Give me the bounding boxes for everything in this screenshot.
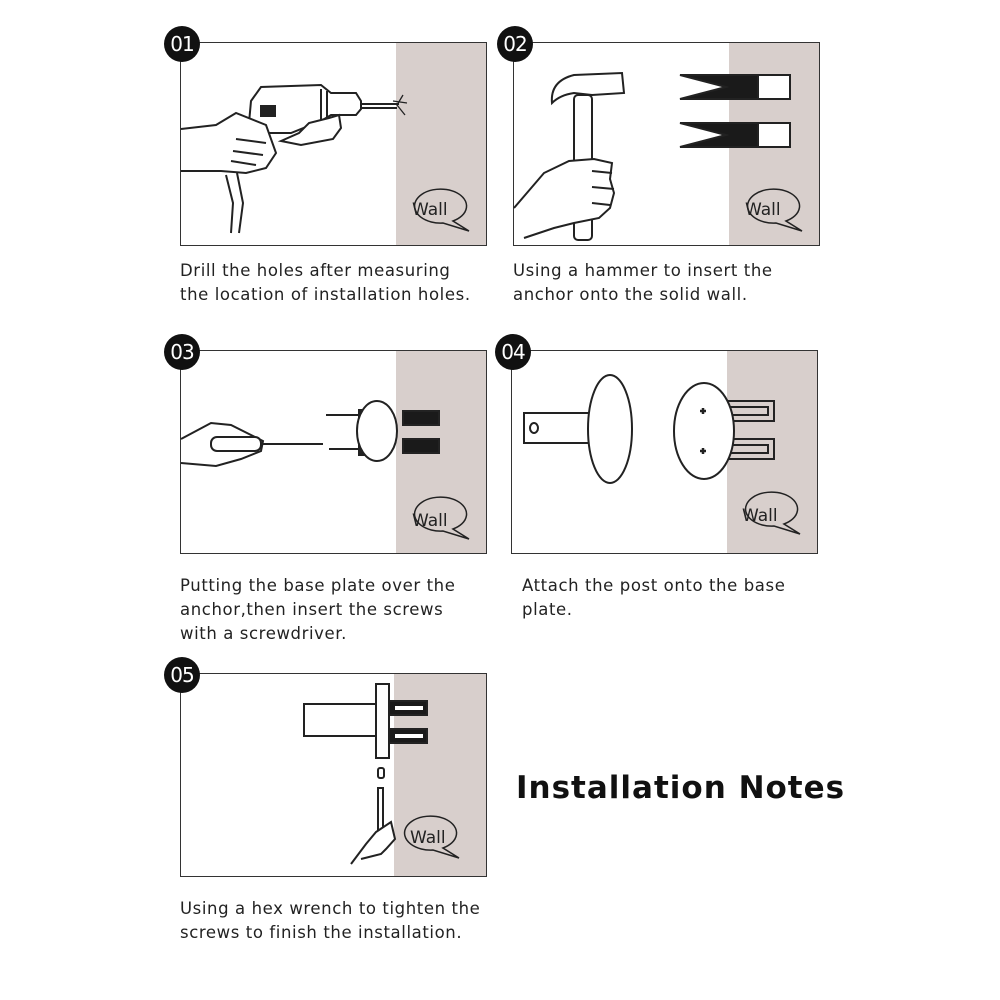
step-5-panel <box>170 663 487 877</box>
step-number-badge: 05 <box>164 657 200 693</box>
step-3-panel <box>170 340 487 554</box>
step-1-caption: Drill the holes after measuring the location of installation holes. <box>180 261 471 304</box>
step-3-caption: Putting the base plate over the anchor,then insert the screws with a screwdriver. <box>180 576 456 643</box>
page-title: Installation Notes <box>516 770 846 806</box>
step-number-badge: 04 <box>495 334 531 370</box>
step-number-badge: 03 <box>164 334 200 370</box>
wall-label: Wall <box>742 506 778 526</box>
step-2-panel <box>503 32 820 246</box>
wall-label: Wall <box>410 828 446 848</box>
wall-label: Wall <box>412 511 448 531</box>
step-4-caption: Attach the post onto the base plate. <box>522 576 786 619</box>
step-1-panel <box>170 32 487 246</box>
step-5-caption: Using a hex wrench to tighten the screws to finish the installation. <box>180 899 481 942</box>
step-number-badge: 01 <box>164 26 200 62</box>
wall-label: Wall <box>745 200 781 220</box>
step-number-badge: 02 <box>497 26 533 62</box>
step-2-caption: Using a hammer to insert the anchor onto the solid wall. <box>513 261 773 304</box>
wall-label: Wall <box>412 200 448 220</box>
step-4-panel <box>501 340 818 554</box>
